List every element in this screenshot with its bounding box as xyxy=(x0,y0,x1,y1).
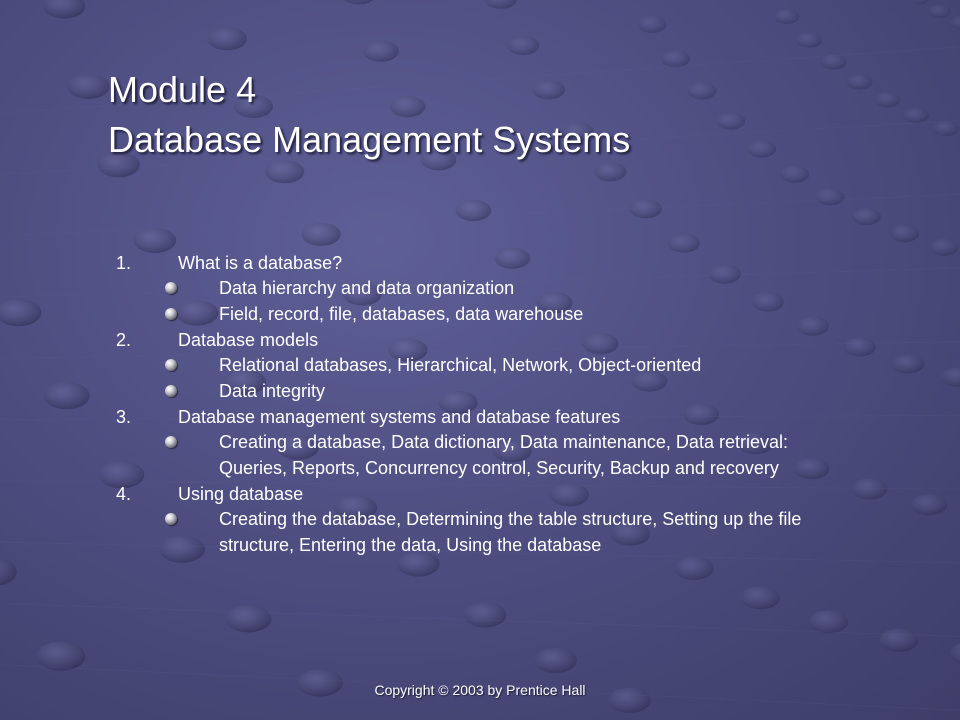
background-dot xyxy=(716,113,745,130)
background-dot xyxy=(225,605,271,632)
background-dot xyxy=(363,41,399,62)
background-dot xyxy=(908,0,930,4)
background-dot xyxy=(815,188,844,205)
background-dot xyxy=(302,223,341,246)
outline-subitem xyxy=(0,302,960,328)
background-dot xyxy=(687,82,716,99)
background-dot xyxy=(208,27,247,50)
bullet-icon xyxy=(165,436,177,448)
background-dot xyxy=(879,629,918,652)
bullet-icon xyxy=(165,385,177,397)
background-dot xyxy=(0,557,17,586)
background-dot xyxy=(594,162,626,181)
outline-subitem xyxy=(0,430,960,481)
background-dot xyxy=(875,92,901,107)
background-dot xyxy=(464,602,507,627)
outline-item-label: What is a database? xyxy=(178,253,343,273)
background-dot xyxy=(741,586,780,609)
bullet-icon xyxy=(165,308,177,320)
outline-subitem-text: Relational databases, Hierarchical, Network, Object-oriented xyxy=(219,355,702,375)
outline-subitem-text: Field, record, file, databases, data warehouse xyxy=(219,303,584,324)
background-dot xyxy=(507,36,539,55)
outline-subitem-text: Creating the database, Determining the table structure, Setting up the file structure, Entering the data, Using the database xyxy=(219,509,802,555)
bullet-icon xyxy=(165,282,177,294)
background-dot xyxy=(661,50,690,67)
background-dot xyxy=(933,121,959,136)
background-dot xyxy=(43,0,86,19)
background-dot xyxy=(67,74,110,99)
outline-item-number: 3. xyxy=(116,407,132,427)
outline-subitem xyxy=(0,276,960,302)
outline-item-4 xyxy=(0,481,960,507)
bullet-icon xyxy=(165,513,177,525)
outline-subitem xyxy=(0,353,960,379)
background-dot xyxy=(534,648,577,673)
background-dot xyxy=(637,16,666,33)
background-dot xyxy=(796,33,822,48)
slide-outline xyxy=(0,250,960,558)
background-dot xyxy=(847,74,873,89)
background-dot xyxy=(390,96,426,117)
outline-subitem-text: Data integrity xyxy=(219,380,326,401)
background-dot xyxy=(852,208,881,225)
outline-subitem xyxy=(0,379,960,405)
background-dot xyxy=(809,610,848,633)
background-dot xyxy=(890,225,919,242)
background-dot xyxy=(341,0,377,4)
outline-item-2 xyxy=(0,327,960,353)
outline-subitem-text: Creating a database, Data dictionary, Data maintenance, Data retrieval: Queries, Reports, Concurrency control, Security, Backup and recovery xyxy=(219,432,788,478)
bullet-icon xyxy=(165,359,177,371)
outline-item-number: 2. xyxy=(116,330,132,350)
background-dot xyxy=(265,160,304,183)
background-dot xyxy=(485,0,517,9)
outline-item-number: 1. xyxy=(116,253,132,273)
background-dot xyxy=(780,166,809,183)
outline-item-label: Using database xyxy=(178,484,304,504)
outline-item-3 xyxy=(0,404,960,430)
copyright-footer: Copyright © 2003 by Prentice Hall xyxy=(374,682,586,698)
background-dot xyxy=(747,140,776,157)
outline-item-1 xyxy=(0,250,960,276)
slide-title-line-1: Module 4 xyxy=(108,69,257,110)
outline-item-number: 4. xyxy=(116,484,132,504)
background-dot xyxy=(456,200,492,221)
background-dot xyxy=(533,80,565,99)
background-dot xyxy=(950,16,960,29)
background-dot xyxy=(929,5,951,18)
outline-subitem xyxy=(0,507,960,558)
background-dot xyxy=(903,108,929,123)
background-dot xyxy=(950,642,960,665)
outline-item-label: Database models xyxy=(178,330,319,350)
background-dot xyxy=(675,557,714,580)
background-dot xyxy=(774,9,800,24)
outline-subitem-text: Data hierarchy and data organization xyxy=(219,278,515,298)
outline-item-label: Database management systems and database features xyxy=(178,407,621,427)
slide-title-line-2: Database Management Systems xyxy=(108,119,631,160)
